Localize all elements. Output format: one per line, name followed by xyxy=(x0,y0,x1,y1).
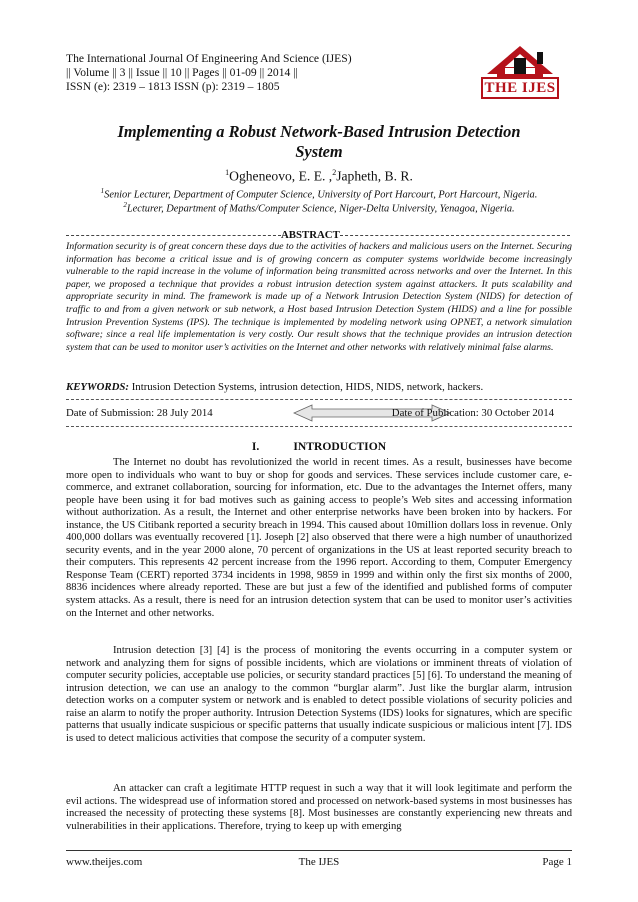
journal-name: The International Journal Of Engineering And Science (IJES) xyxy=(66,52,352,65)
affil1-sup: 1 xyxy=(100,187,105,195)
footer-journal: The IJES xyxy=(298,856,340,868)
section-title: INTRODUCTION xyxy=(293,440,387,453)
divider-bottom xyxy=(66,426,572,427)
affiliation-2 xyxy=(66,199,572,215)
publication-date: Date of Publication: 30 October 2014 xyxy=(391,407,554,419)
keywords-text: Intrusion Detection Systems, intrusion detection, HIDS, NIDS, network, hackers. xyxy=(129,381,484,393)
author2-name: Japheth, B. R. xyxy=(336,168,413,184)
paragraph-text: The Internet no doubt has revolutionized the world in recent times. As a result, businesses have become more open to individuals who want to buy or shop for goods and services. These services include customer care, e-commerce, and extranet collaboration, sourcing for information, etc. Due to the advantages the Internet offers, many people have been using it for bad motives such as gaining access to people’s Web sites and accessing information without authorization. As a result, the Internet and other enterprise networks have been broken into by hackers. For instance, the US Citibank reported a security breach in 1994. This caused about 10million dollars loss in revenue. Only 400,000 dollars was eventually recovered [1]. Joseph [2] also observed that there were a high number of unauthorized security events, and in the year 2000 alone, 70 percent of organizations in the US at least reported security breach to their computers. This represents 42 percent increase from the 1996 report. According to them, Computer Emergency Response Team (CERT) reported 3734 incidents in 1998, 9859 in 1999 and within only the first six months of 2000, 8836 incidences where already reported. These are but just a few of the identified and published forms of computer system attacks. As a result, there is need for an intrusion detection system that can be used to monitor user’s activities on the Internet and other networks. xyxy=(66,457,572,619)
keywords xyxy=(66,381,572,394)
title-line-1: Implementing a Robust Network-Based Intrusion Detection xyxy=(117,122,521,141)
journal-issn: ISSN (e): 2319 – 1813 ISSN (p): 2319 – 1805 xyxy=(66,80,280,94)
authors xyxy=(66,165,572,185)
logo-text: THE IJES xyxy=(481,77,559,99)
author-separator: , xyxy=(325,168,333,184)
affil2-text: Lecturer, Department of Maths/Computer Science, Niger-Delta University, Yenagoa, Nigeria. xyxy=(126,203,515,215)
paper-title xyxy=(66,122,572,162)
section-number: I. xyxy=(251,440,260,453)
footer-page-number: Page 1 xyxy=(542,856,572,868)
intro-paragraph-3 xyxy=(66,783,572,833)
section-heading xyxy=(66,440,572,453)
paragraph-text: An attacker can craft a legitimate HTTP request in such a way that it will look legitimate and perform the evil actions. The widespread use of information stored and processed on network-based systems in most businesses has increased the necessity of protecting these systems [8]. Most businesses are constantly experiencing new threats and vulnerabilities in their applications. Therefore, trying to keep up with emerging xyxy=(66,783,572,832)
divider-top xyxy=(66,399,572,400)
footer-website-link[interactable]: www.theijes.com xyxy=(66,856,143,868)
intro-paragraph-2 xyxy=(66,645,572,745)
intro-paragraph-1 xyxy=(66,457,572,620)
dates-row xyxy=(66,406,572,422)
keywords-label: KEYWORDS: xyxy=(66,381,129,393)
journal-volume: || Volume || 3 || Issue || 10 || Pages || 01-09 || 2014 || xyxy=(66,66,298,80)
dash-line-right xyxy=(340,235,570,236)
author2-sup: 2 xyxy=(332,168,337,177)
author1-name: Ogheneovo, E. E. xyxy=(229,168,326,184)
affil2-sup: 2 xyxy=(123,201,127,209)
ijes-logo xyxy=(481,44,559,106)
submission-date: Date of Submission: 28 July 2014 xyxy=(66,407,213,419)
affil1-text: Senior Lecturer, Department of Computer Science, University of Port Harcourt, Port Harcourt, Nigeria. xyxy=(104,189,538,201)
title-line-2: System xyxy=(295,142,343,161)
footer-rule xyxy=(66,850,572,851)
paragraph-text: Intrusion detection [3] [4] is the process of monitoring the events occurring in a computer system or network and analyzing them for signs of possible incidents, which are violations or imminent threats of violation of computer security policies, acceptable use policies, or security standard practices [5] [6]. To understand the meaning of intrusion detection, we can use an analogy to the common “burglar alarm”. Just like the burglar alarm, intrusion detection works on a computer system or network and is enabled to detect possible violations of security policies and raise an alarm to notify the proper authority. Intrusion Detection Systems (IDS) looks for signatures, which are specific patterns that usually indicate suspicious or specific patterns that usually indicate suspicious or malicious intent [7]. IDS is used to detect malicious activities that compose the security of a computer system. xyxy=(66,645,572,744)
dash-line-left xyxy=(66,235,281,236)
author1-sup: 1 xyxy=(225,168,230,177)
abstract-heading: ABSTRACT xyxy=(281,229,340,242)
journal-header xyxy=(66,52,486,95)
abstract-text: Information security is of great concern these days due to the activities of hackers and malicious users on the Internet. Securing information has become a critical issue and is of growing concern as computer systems worldwide become increasingly vulnerable to the rapid increase in the volume of information being transmitted across networks and over the Internet. In this paper, we proposed a technique that provides a robust intrusion detection system against attackers. It puts scalability and appropriate security in mind. The framework is made up of a Network Intrusion Detection System (NIDS) for detection of traffic to and from a given network or sub network, a Host based Intrusion Detection System (HIDS) and a line for possible Intrusion Prevention Systems (IPS). The technique is implemented by modeling network using OPNET, a network simulation software; since a real life implementation is very costly. Our result shows that the technique provides an intrusion detection system that can be used to monitor user’s activities on the Internet and other networks with relatively minimal false alarms. xyxy=(66,241,572,353)
